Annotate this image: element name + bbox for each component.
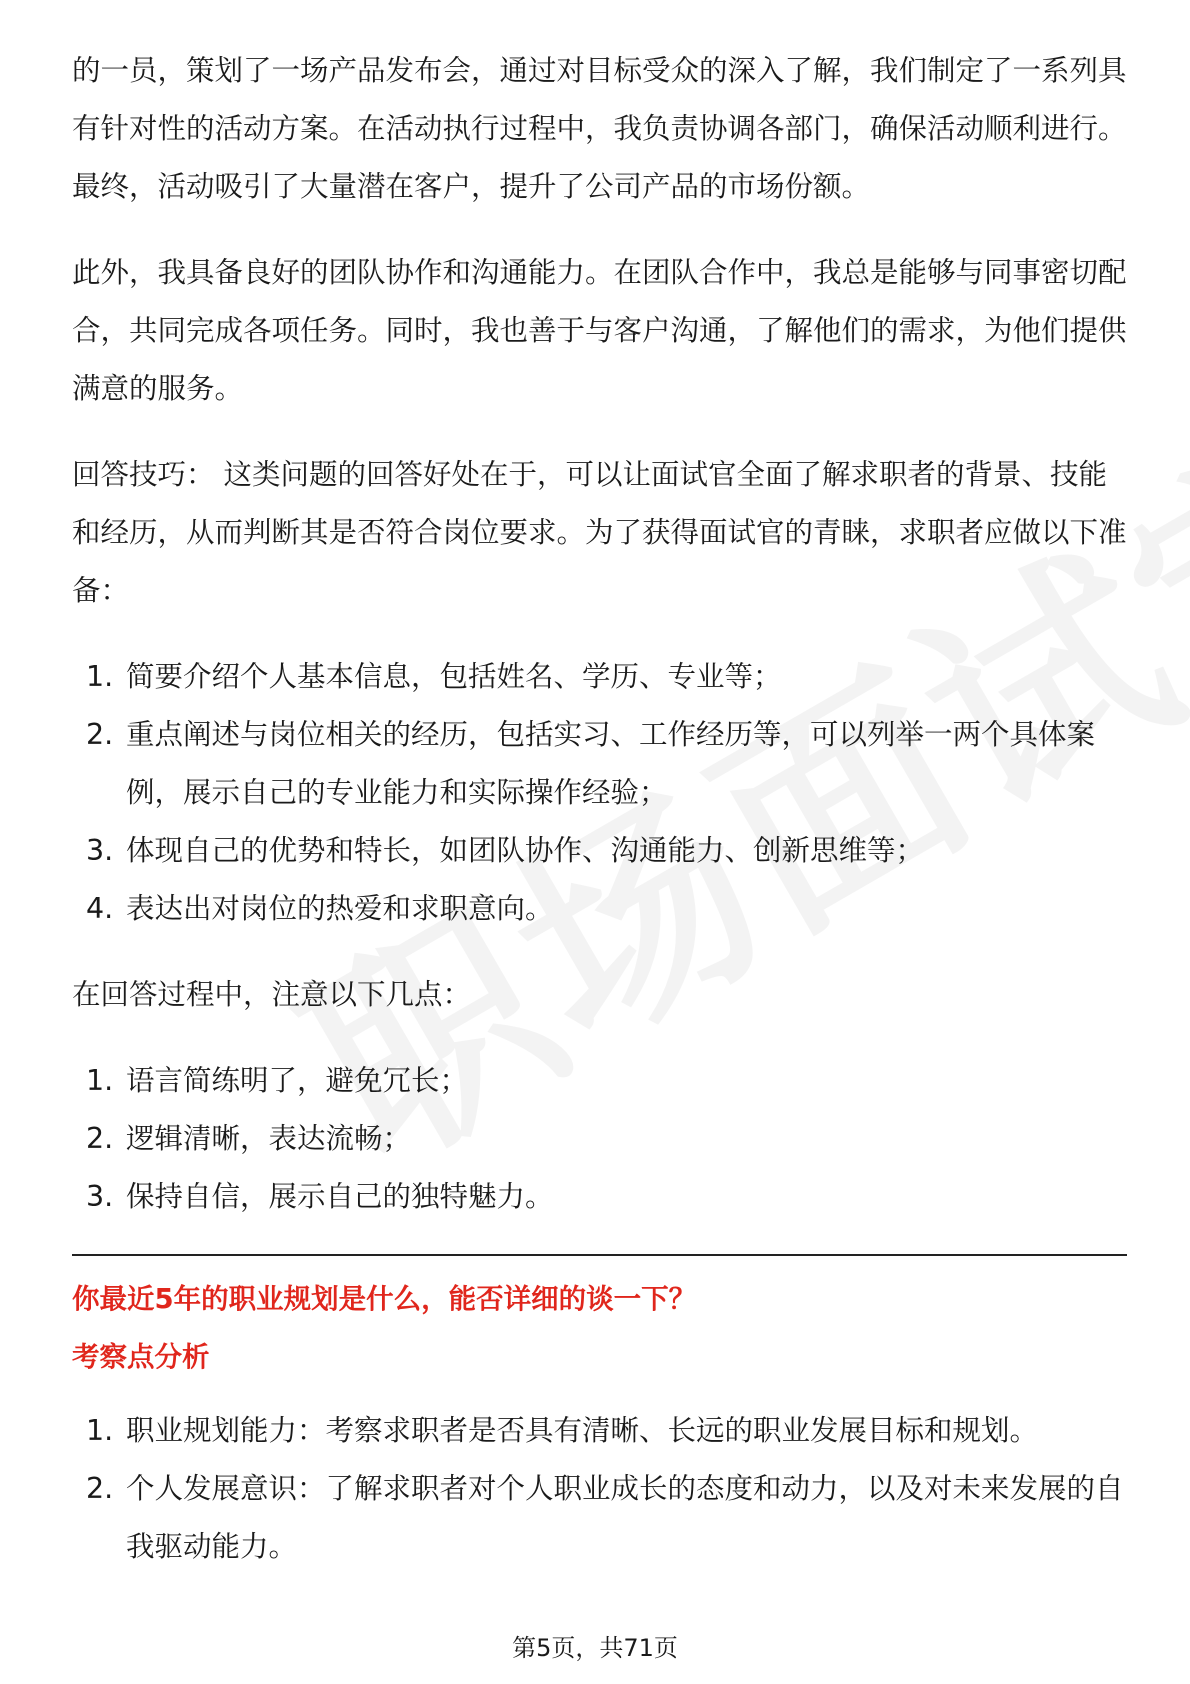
list-number: 1.: [86, 1414, 114, 1447]
list-text: 职业规划能力：考察求职者是否具有清晰、长远的职业发展目标和规划。: [126, 1414, 1039, 1447]
prep-list: [72, 648, 1127, 938]
paragraph-2: 此外，我具备良好的团队协作和沟通能力。在团队合作中，我总是能够与同事密切配合，共同完成各项任务。同时，我也善于与客户沟通，了解他们的需求，为他们提供满意的服务。: [72, 256, 1127, 405]
list-item: [72, 1110, 1127, 1168]
list-number: 3.: [86, 834, 114, 867]
analysis-list: [72, 1402, 1127, 1576]
list-number: 4.: [86, 892, 114, 925]
list-text: 逻辑清晰，表达流畅；: [126, 1122, 412, 1155]
list-number: 2.: [86, 1472, 114, 1505]
notes-list: [72, 1052, 1127, 1226]
list-item: [72, 1168, 1127, 1226]
list-number: 2.: [86, 1122, 114, 1155]
notes-intro: 在回答过程中，注意以下几点：: [72, 978, 472, 1011]
list-item: [72, 1052, 1127, 1110]
list-number: 2.: [86, 718, 114, 751]
list-number: 1.: [86, 1064, 114, 1097]
list-item: [72, 706, 1127, 822]
list-number: 3.: [86, 1180, 114, 1213]
question-heading: 你最近5年的职业规划是什么，能否详细的谈一下？: [72, 1283, 697, 1315]
list-text: 简要介绍个人基本信息，包括姓名、学历、专业等；: [126, 660, 782, 693]
list-text: 语言简练明了，避免冗长；: [126, 1064, 469, 1097]
list-item: [72, 648, 1127, 706]
document-body: [72, 42, 1127, 1604]
list-number: 1.: [86, 660, 114, 693]
list-text: 保持自信，展示自己的独特魅力。: [126, 1180, 554, 1213]
analysis-heading: 考察点分析: [72, 1341, 210, 1373]
list-text: 表达出对岗位的热爱和求职意向。: [126, 892, 554, 925]
paragraph-answer-tips: 回答技巧： 这类问题的回答好处在于，可以让面试官全面了解求职者的背景、技能和经历，从而判断其是否符合岗位要求。为了获得面试官的青睐，求职者应做以下准备：: [72, 458, 1127, 607]
page-footer: 第5页，共71页: [512, 1634, 678, 1662]
list-item: [72, 1460, 1127, 1576]
list-text: 重点阐述与岗位相关的经历，包括实习、工作经历等，可以列举一两个具体案例，展示自己的专业能力和实际操作经验；: [126, 718, 1096, 809]
paragraph-1: 的一员，策划了一场产品发布会，通过对目标受众的深入了解，我们制定了一系列具有针对性的活动方案。在活动执行过程中，我负责协调各部门，确保活动顺利进行。最终，活动吸引了大量潜在客户，提升了公司产品的市场份额。: [72, 54, 1127, 203]
section-divider: [72, 1254, 1127, 1256]
list-text: 个人发展意识：了解求职者对个人职业成长的态度和动力，以及对未来发展的自我驱动能力。: [126, 1472, 1124, 1563]
list-text: 体现自己的优势和特长，如团队协作、沟通能力、创新思维等；: [126, 834, 925, 867]
list-item: [72, 822, 1127, 880]
list-item: [72, 880, 1127, 938]
list-item: [72, 1402, 1127, 1460]
